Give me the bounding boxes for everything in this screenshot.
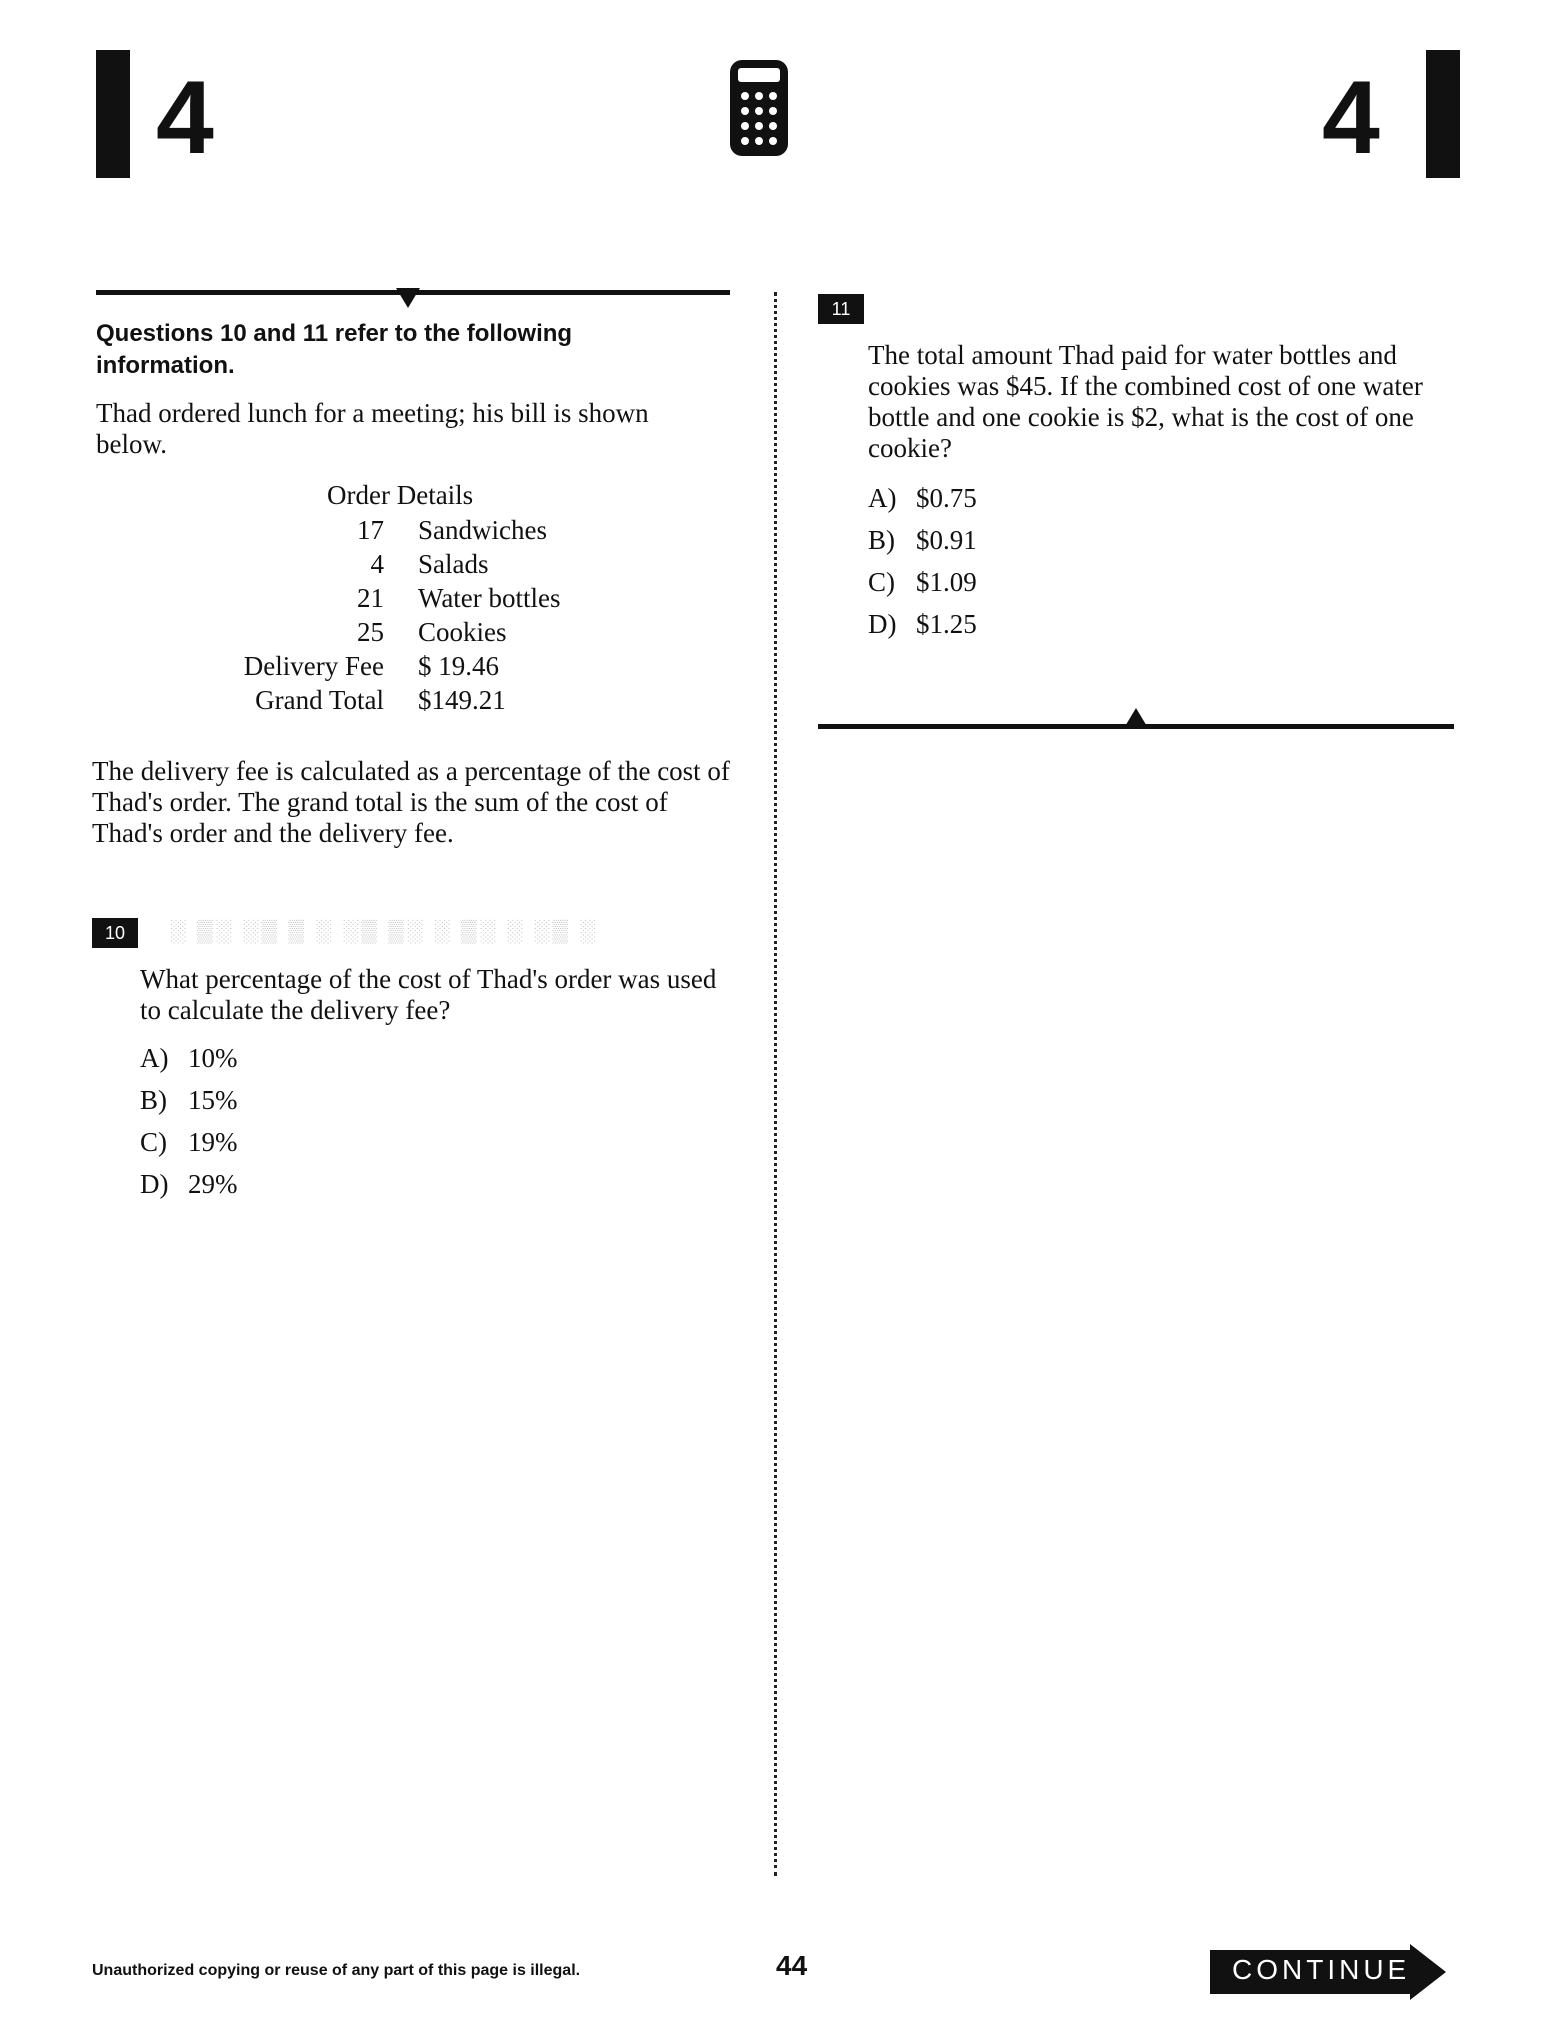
- choice-letter: C): [140, 1127, 167, 1157]
- order-label: Grand Total: [255, 685, 384, 715]
- order-value: Cookies: [418, 617, 507, 647]
- order-value: Salads: [418, 549, 489, 579]
- shared-intro: Thad ordered lunch for a meeting; his bill is shown below.: [96, 398, 649, 459]
- up-triangle-icon: [1124, 708, 1148, 728]
- order-row: [200, 513, 620, 547]
- page-number: 44: [776, 1950, 808, 1981]
- order-row: [200, 581, 620, 615]
- choice-letter: D): [868, 609, 897, 639]
- continue-button[interactable]: [1210, 1944, 1446, 2000]
- choice-text: $0.91: [916, 525, 977, 555]
- calculator-icon: [728, 58, 790, 158]
- choice-letter: A): [868, 483, 897, 513]
- choice-letter: B): [868, 525, 895, 555]
- answer-choice[interactable]: [140, 1126, 238, 1158]
- choice-letter: B): [140, 1085, 167, 1115]
- order-value: $ 19.46: [418, 651, 499, 681]
- question-number-label: 10: [92, 918, 138, 948]
- choice-letter: C): [868, 567, 895, 597]
- order-value: Sandwiches: [418, 515, 547, 545]
- order-row: [200, 615, 620, 649]
- choice-text: $1.09: [916, 567, 977, 597]
- order-row: [200, 683, 620, 717]
- copyright-notice: Unauthorized copying or reuse of any part of this page is illegal.: [92, 1962, 581, 1979]
- question-number-label: 11: [818, 294, 864, 324]
- down-triangle-icon: [396, 288, 420, 308]
- choice-letter: A): [140, 1043, 169, 1073]
- order-label: 25: [357, 617, 384, 647]
- section-number-left: 4: [156, 60, 214, 176]
- section-number-right: 4: [1322, 60, 1380, 176]
- answer-choice[interactable]: [868, 608, 977, 640]
- order-label: Delivery Fee: [243, 651, 384, 681]
- section-bar-left: [96, 50, 130, 178]
- question-11-prompt: The total amount Thad paid for water bottles and cookies was $45. If the combined cost of one water bottle and one cookie is $2, what is the cost of one cookie?: [868, 340, 1423, 463]
- answer-choice[interactable]: [140, 1084, 238, 1116]
- answer-choice[interactable]: [868, 482, 977, 514]
- choice-text: 19%: [188, 1127, 238, 1157]
- answer-choice[interactable]: [140, 1168, 238, 1200]
- order-row: [200, 649, 620, 683]
- choice-text: 29%: [188, 1169, 238, 1199]
- continue-label: CONTINUE: [1232, 1954, 1411, 1985]
- choice-letter: D): [140, 1169, 169, 1199]
- choice-text: 15%: [188, 1085, 238, 1115]
- question-10-prompt: What percentage of the cost of Thad's order was used to calculate the delivery fee?: [140, 964, 717, 1025]
- answer-choice[interactable]: [868, 524, 977, 556]
- order-value: $149.21: [418, 685, 506, 715]
- order-label: 17: [357, 515, 384, 545]
- shared-info-heading: Questions 10 and 11 refer to the following information.: [96, 320, 573, 379]
- section-bar-right: [1426, 50, 1460, 178]
- scan-noise: ░ ▒░ ░▒ ▒ ░ ░▒ ▒░ ░ ▒░ ░ ░▒ ░: [170, 918, 599, 943]
- order-details-title: Order Details: [327, 480, 474, 510]
- order-label: 21: [357, 583, 384, 613]
- order-value: Water bottles: [418, 583, 561, 613]
- choice-text: $0.75: [916, 483, 977, 513]
- order-label: 4: [370, 549, 384, 579]
- answer-choice[interactable]: [140, 1042, 238, 1074]
- choice-text: 10%: [188, 1043, 238, 1073]
- shared-explanation: The delivery fee is calculated as a percentage of the cost of Thad's order. The grand total is the sum of the cost of Thad's order and the delivery fee.: [92, 756, 730, 848]
- answer-choice[interactable]: [868, 566, 977, 598]
- order-row: [200, 547, 620, 581]
- column-divider: [774, 292, 777, 1876]
- choice-text: $1.25: [916, 609, 977, 639]
